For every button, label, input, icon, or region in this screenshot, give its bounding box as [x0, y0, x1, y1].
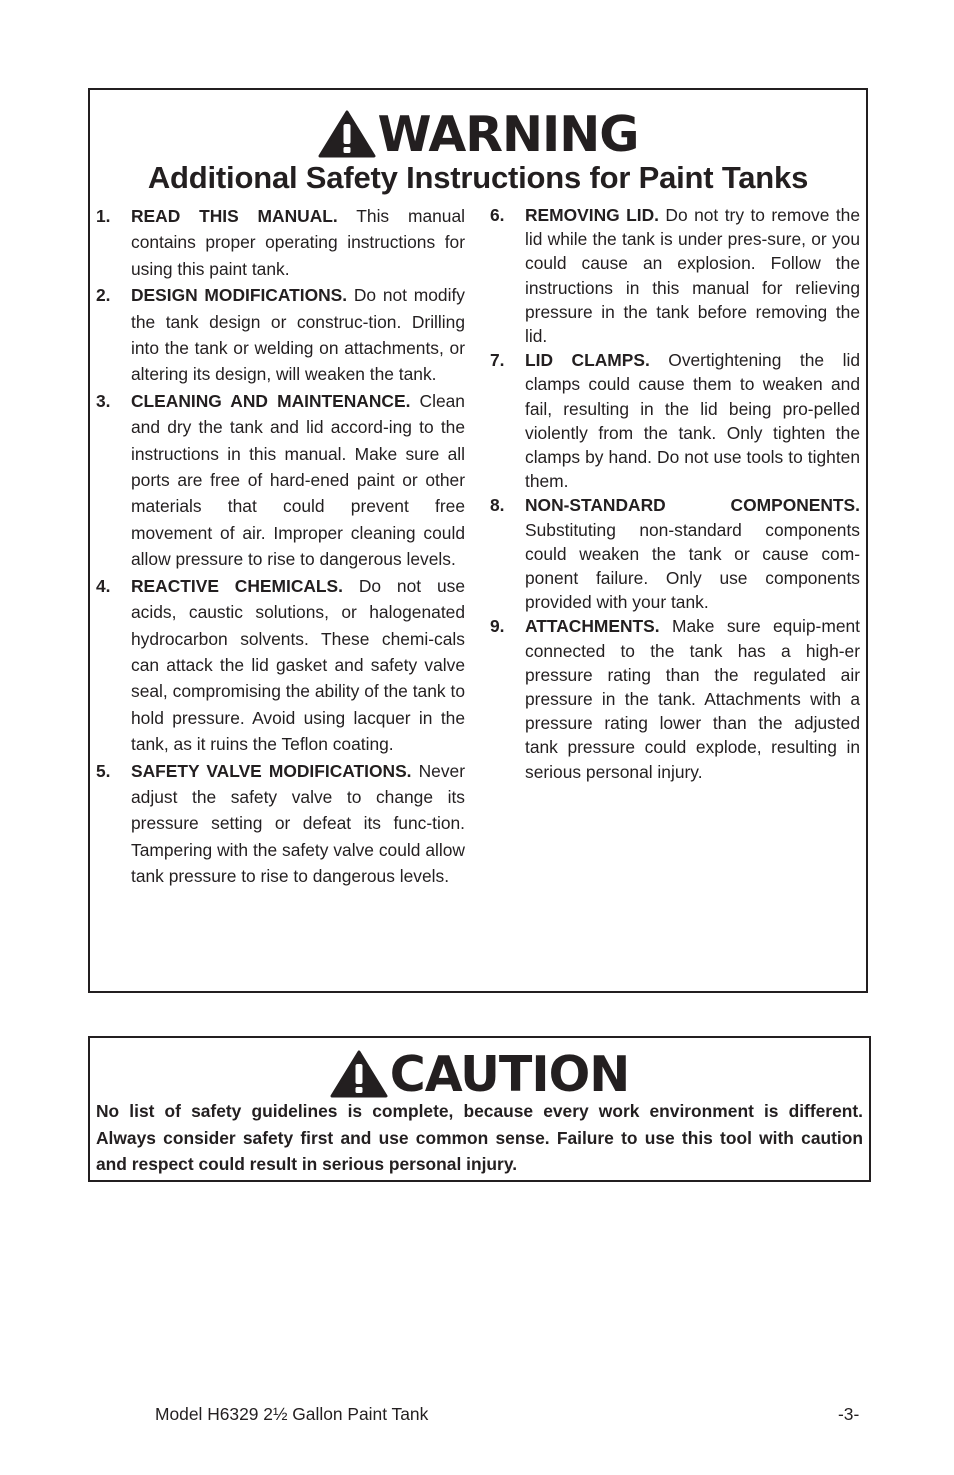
caution-box	[88, 1036, 871, 1182]
item-number: 4.	[96, 575, 111, 596]
warning-triangle-icon	[318, 110, 376, 158]
safety-item	[490, 614, 860, 783]
item-heading: REACTIVE CHEMICALS.	[131, 575, 343, 596]
caution-text: No list of safety guidelines is complete, because every work environment is different. Always consider safety first and use common sense. Failure to use this tool with caution and respect could result in serious personal injury.	[96, 1101, 863, 1175]
item-text: Overtightening the lid clamps could cause them to weaken and fail, resulting in the lid being pro-pelled violently from the tank. Only tighten the clamps by hand. Do not use tools to tighten them.	[525, 350, 860, 492]
safety-item	[96, 758, 465, 890]
warning-subtitle: Additional Safety Instructions for Paint Tanks	[147, 160, 809, 195]
right-column	[490, 203, 860, 784]
item-body	[525, 348, 860, 493]
safety-item	[96, 573, 465, 758]
safety-item	[490, 493, 860, 614]
item-number: 1.	[96, 206, 111, 226]
warning-box	[88, 88, 868, 993]
item-text: Make sure equip-ment connected to the tank has a high-er pressure rating than the regulated air pressure in the tank. Attachments with a pressure rating lower than the adjusted tank pressure could explode, resulting in serious personal injury.	[525, 616, 860, 782]
safety-item	[96, 282, 465, 388]
item-text: Clean and dry the tank and lid accord-ing to the instructions in this manual. Make sure all ports are free of hard-ened paint or other materials that could prevent free movement of air. Improper cleaning could allow pressure to rise to dangerous levels.	[131, 390, 465, 570]
item-body	[525, 203, 860, 348]
caution-title: CAUTION	[389, 1045, 630, 1103]
item-heading: REMOVING LID.	[525, 205, 659, 225]
safety-item	[96, 203, 465, 282]
item-heading: ATTACHMENTS.	[525, 616, 660, 637]
item-heading: NON-STANDARD COMPONENTS.	[525, 495, 860, 516]
item-body	[525, 614, 860, 783]
item-number: 7.	[490, 350, 505, 371]
item-number: 9.	[490, 616, 505, 637]
caution-banner	[90, 1045, 869, 1103]
left-column	[96, 203, 465, 890]
item-heading: DESIGN MODIFICATIONS.	[131, 285, 348, 306]
safety-item	[96, 388, 465, 573]
warning-banner	[90, 105, 866, 163]
warning-title: WARNING	[377, 105, 639, 163]
item-text: Do not use acids, caustic solutions, or halogenated hydrocarbon solvents. These chemi-cals can attack the lid gasket and safety valve seal, compromising the ability of the tank to hold pressure. Avoid using lacquer in the tank, as it ruins the Teflon coating.	[131, 575, 465, 755]
item-body	[131, 282, 465, 388]
item-number: 8.	[490, 495, 505, 516]
item-number: 3.	[96, 390, 111, 411]
item-text: This manual contains proper operating instructions for using this paint tank.	[131, 206, 465, 279]
caution-triangle-icon	[330, 1050, 388, 1098]
item-text: Do not try to remove the lid while the tank is under pres-sure, or you could cause an explosion. Follow the instructions in this manual for relieving pressure in the tank before removing the lid.	[525, 205, 860, 347]
footer-model: Model H6329 2½ Gallon Paint Tank	[155, 1404, 429, 1424]
item-text: Substituting non-standard components could weaken the tank or cause com-ponent failure. Only use components provided with your tank.	[525, 519, 860, 613]
footer-page-number: -3-	[838, 1404, 860, 1424]
item-heading: SAFETY VALVE MODIFICATIONS.	[131, 760, 412, 781]
item-text: Never adjust the safety valve to change its pressure setting or defeat its func-tion. Tampering with the safety valve could allow tank pressure to rise to dangerous levels.	[131, 760, 465, 887]
item-body	[131, 758, 465, 890]
safety-item	[490, 348, 860, 493]
item-body	[525, 493, 860, 614]
item-heading: LID CLAMPS.	[525, 350, 650, 371]
safety-item	[490, 203, 860, 348]
item-number: 2.	[96, 285, 111, 306]
item-heading: CLEANING AND MAINTENANCE.	[131, 390, 411, 411]
item-body	[131, 388, 465, 573]
item-body	[131, 203, 465, 282]
item-number: 6.	[490, 205, 505, 225]
item-number: 5.	[96, 760, 111, 781]
item-text: Do not modify the tank design or construc-tion. Drilling into the tank or welding on attachments, or altering its design, will weaken the tank.	[131, 285, 465, 385]
item-heading: READ THIS MANUAL.	[131, 206, 338, 226]
item-body	[131, 573, 465, 758]
